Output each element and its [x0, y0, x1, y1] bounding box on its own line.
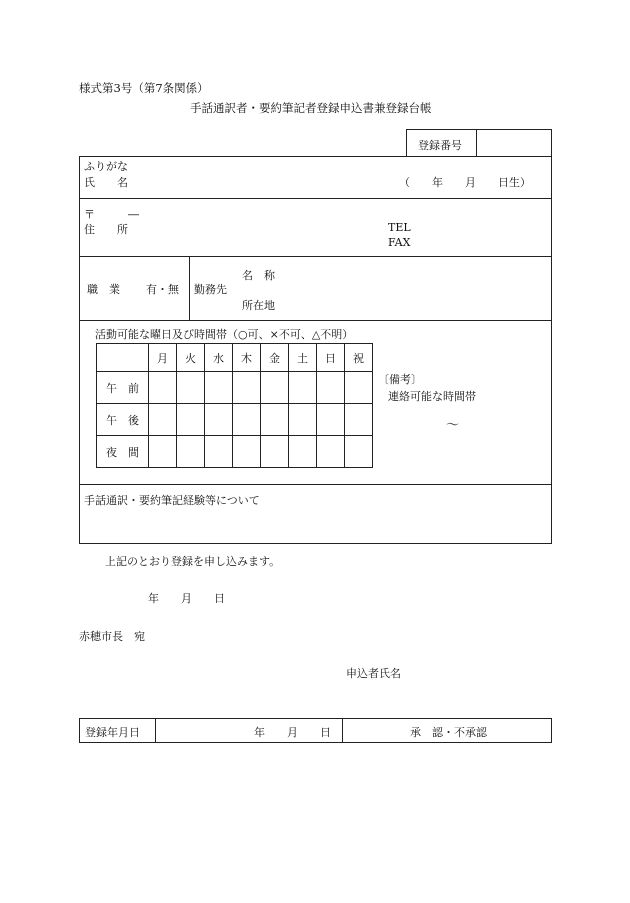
schedule-cell[interactable]: [149, 436, 177, 468]
application-date: 年 月 日: [148, 592, 225, 605]
schedule-row-morning: [97, 372, 373, 404]
schedule-cell[interactable]: [261, 404, 289, 436]
address-field[interactable]: [140, 203, 380, 251]
address-label: 住 所: [84, 223, 128, 236]
schedule-cell[interactable]: [233, 372, 261, 404]
registration-number-box: [406, 129, 552, 157]
schedule-cell[interactable]: [317, 404, 345, 436]
period-label-afternoon: 午 後: [97, 404, 149, 436]
occupation-option[interactable]: 有・無: [146, 283, 179, 296]
schedule-cell[interactable]: [205, 436, 233, 468]
apply-statement: 上記のとおり登録を申し込みます。: [105, 555, 281, 568]
schedule-cell[interactable]: [345, 436, 373, 468]
fax-label: FAX: [388, 236, 411, 249]
name-field[interactable]: [140, 160, 390, 192]
footer-divider-1: [155, 719, 156, 742]
registration-footer-table: [79, 718, 552, 743]
period-label-morning: 午 前: [97, 372, 149, 404]
occupation-divider: [189, 256, 190, 320]
schedule-cell[interactable]: [177, 404, 205, 436]
approval-status[interactable]: 承 認・不承認: [410, 726, 487, 739]
contact-time-tilde: ～: [446, 418, 460, 433]
schedule-cell[interactable]: [233, 404, 261, 436]
schedule-header-row: [97, 344, 373, 372]
birth-date-label: （ 年 月 日生）: [399, 176, 531, 189]
postal-code-label: 〒 ―: [84, 208, 139, 221]
row-divider-2: [79, 256, 552, 257]
occupation-label: 職 業: [87, 283, 120, 296]
schedule-corner-cell: [97, 344, 149, 372]
schedule-cell[interactable]: [345, 372, 373, 404]
period-label-night: 夜 間: [97, 436, 149, 468]
form-title: 手話通訳者・要約筆記者登録申込書兼登録台帳: [190, 101, 432, 115]
row-divider-4: [79, 484, 552, 485]
applicant-name-label: 申込者氏名: [346, 667, 401, 680]
schedule-cell[interactable]: [261, 372, 289, 404]
day-header-wed: 水: [205, 344, 233, 372]
workplace-location-label: 所在地: [242, 299, 275, 312]
footer-divider-2: [342, 719, 343, 742]
registration-date-value: 年 月 日: [254, 726, 331, 739]
day-header-thu: 木: [233, 344, 261, 372]
schedule-cell[interactable]: [205, 404, 233, 436]
schedule-cell[interactable]: [205, 372, 233, 404]
schedule-cell[interactable]: [149, 372, 177, 404]
day-header-sun: 日: [317, 344, 345, 372]
schedule-cell[interactable]: [317, 436, 345, 468]
schedule-cell[interactable]: [261, 436, 289, 468]
schedule-cell[interactable]: [317, 372, 345, 404]
row-divider-1: [79, 198, 552, 199]
experience-label: 手話通訳・要約筆記経験等について: [84, 494, 260, 507]
day-header-mon: 月: [149, 344, 177, 372]
schedule-cell[interactable]: [177, 372, 205, 404]
day-header-fri: 金: [261, 344, 289, 372]
schedule-title: 活動可能な曜日及び時間帯（○可、×不可、△不明）: [95, 328, 354, 341]
workplace-label: 勤務先: [194, 283, 227, 296]
schedule-cell[interactable]: [289, 404, 317, 436]
schedule-cell[interactable]: [177, 436, 205, 468]
registration-date-label: 登録年月日: [85, 726, 140, 739]
workplace-name-label: 名 称: [242, 269, 275, 282]
row-divider-3: [79, 320, 552, 321]
schedule-cell[interactable]: [345, 404, 373, 436]
schedule-cell[interactable]: [289, 436, 317, 468]
day-header-sat: 土: [289, 344, 317, 372]
name-label: 氏 名: [84, 176, 128, 189]
experience-field[interactable]: [84, 508, 544, 540]
schedule-cell[interactable]: [149, 404, 177, 436]
day-header-tue: 火: [177, 344, 205, 372]
schedule-cell[interactable]: [289, 372, 317, 404]
contact-time-label: 連絡可能な時間帯: [388, 390, 476, 403]
tel-label: TEL: [388, 221, 411, 234]
day-header-holiday: 祝: [345, 344, 373, 372]
applicant-name-field[interactable]: [410, 660, 550, 682]
registration-number-divider: [476, 130, 477, 157]
furigana-label: ふりがな: [84, 160, 128, 173]
registration-number-field[interactable]: [479, 131, 550, 155]
schedule-cell[interactable]: [233, 436, 261, 468]
registration-number-label: 登録番号: [418, 139, 462, 152]
schedule-table: [96, 343, 373, 468]
remarks-label: 〔備考〕: [378, 373, 422, 386]
schedule-row-afternoon: [97, 404, 373, 436]
addressee: 赤穂市長 宛: [79, 630, 145, 643]
schedule-row-night: [97, 436, 373, 468]
form-number: 様式第3号（第7条関係）: [79, 81, 209, 95]
